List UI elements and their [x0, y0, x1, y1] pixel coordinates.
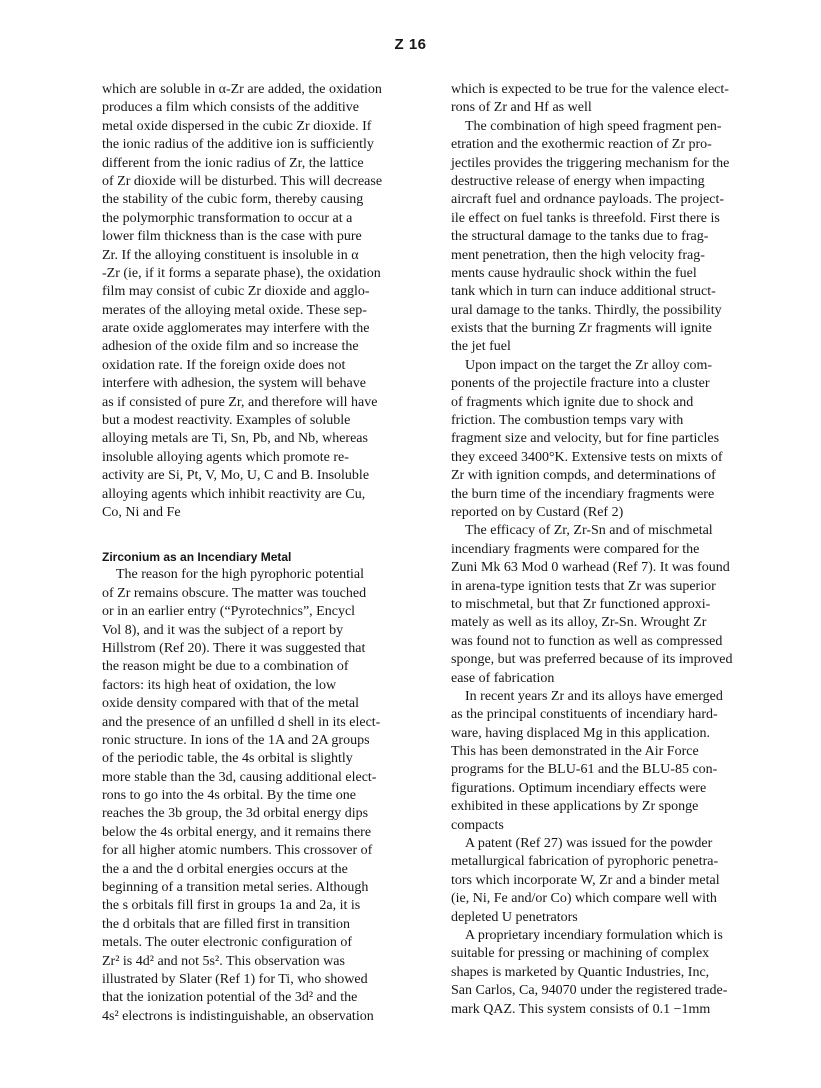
text-line: A proprietary incendiary formulation which is: [465, 927, 723, 943]
text-line: etration and the exothermic reaction of Zr pro-: [451, 137, 712, 153]
text-line: activity are Si, Pt, V, Mo, U, C and B. Insoluble: [102, 468, 370, 484]
text-line: as the principal constituents of incendiary hard-: [451, 707, 718, 723]
text-line: ronic structure. In ions of the 1A and 2A groups: [102, 732, 370, 748]
text-line: The efficacy of Zr, Zr-Sn and of mischmetal: [465, 523, 713, 539]
text-line: of the periodic table, the 4s orbital is slightly: [102, 751, 353, 767]
text-line: lower film thickness than is the case with pure: [102, 229, 362, 245]
text-line: they exceed 3400°K. Extensive tests on mixts of: [451, 449, 723, 465]
text-line: Upon impact on the target the Zr alloy com-: [465, 357, 713, 373]
page-number: Z 16: [394, 36, 427, 53]
text-line: Zr with ignition compds, and determinations of: [451, 468, 716, 484]
text-line: for all higher atomic numbers. This crossover of: [102, 843, 373, 859]
text-line: to mischmetal, but that Zr functioned approxi-: [451, 596, 711, 612]
text-line: alloying metals are Ti, Sn, Pb, and Nb, whereas: [102, 431, 368, 447]
text-line: San Carlos, Ca, 94070 under the registered trade-: [451, 983, 728, 999]
text-line: more stable than the 3d, causing additional elect-: [102, 769, 377, 785]
text-line: or in an earlier entry (“Pyrotechnics”, Encycl: [102, 604, 356, 620]
text-line: jectiles provides the triggering mechanism for the: [451, 155, 730, 171]
text-line: In recent years Zr and its alloys have emerged: [465, 688, 723, 704]
text-line: ile effect on fuel tanks is threefold. First there is: [451, 210, 720, 226]
text-line: beginning of a transition metal series. Although: [102, 880, 369, 896]
text-line: film may consist of cubic Zr dioxide and agglo-: [102, 284, 370, 300]
text-line: suitable for pressing or machining of complex: [451, 946, 710, 962]
text-line: aircraft fuel and ordnance payloads. The project-: [451, 192, 724, 208]
text-line: ponents of the projectile fracture into a cluster: [451, 376, 710, 392]
text-line: reported on by Custard (Ref 2): [451, 504, 624, 520]
text-line: of fragments which ignite due to shock and: [451, 394, 694, 410]
text-line: the structural damage to the tanks due to frag-: [451, 229, 709, 245]
text-line: Zr² is 4d² and not 5s². This observation was: [102, 953, 345, 969]
text-line: fragment size and velocity, but for fine particles: [451, 431, 720, 447]
text-line: of Zr dioxide will be disturbed. This will decrease: [102, 173, 383, 189]
text-line: mark QAZ. This system consists of 0.1 −1mm: [451, 1001, 711, 1017]
text-line: shapes is marketed by Quantic Industries, Inc,: [451, 964, 710, 980]
text-line: sponge, but was preferred because of its improved: [451, 652, 733, 668]
text-line: the jet fuel: [451, 339, 511, 355]
text-line: -Zr (ie, if it forms a separate phase), the oxidation: [102, 265, 381, 281]
text-line: adhesion of the oxide film and so increase the: [102, 339, 359, 355]
text-line: The reason for the high pyrophoric potential: [116, 567, 365, 583]
text-line: the a and the d orbital energies occurs at the: [102, 861, 348, 877]
text-line: metallurgical fabrication of pyrophoric penetra-: [451, 854, 719, 870]
text-line: ease of fabrication: [451, 670, 555, 686]
text-line: arate oxide agglomerates may interfere with the: [102, 321, 370, 337]
text-line: interfere with adhesion, the system will behave: [102, 376, 366, 392]
text-line: metals. The outer electronic configuration of: [102, 935, 353, 951]
text-line: friction. The combustion temps vary with: [451, 413, 684, 429]
text-line: oxide density compared with that of the metal: [102, 696, 359, 712]
text-line: different from the ionic radius of Zr, the lattice: [102, 155, 364, 171]
text-line: which is expected to be true for the valence elect-: [451, 82, 729, 97]
text-line: rons of Zr and Hf as well: [451, 100, 592, 116]
text-line: of Zr remains obscure. The matter was touched: [102, 585, 367, 601]
text-line: factors: its high heat of oxidation, the low: [102, 677, 337, 693]
text-line: destructive release of energy when impacting: [451, 173, 705, 189]
text-line: exhibited in these applications by Zr sponge: [451, 799, 699, 815]
text-line: alloying agents which inhibit reactivity are Cu,: [102, 486, 366, 502]
text-line: Zr. If the alloying constituent is insoluble in α: [102, 247, 359, 263]
right-column: [451, 81, 751, 1019]
text-line: was found not to function as well as compressed: [451, 633, 723, 649]
text-line: A patent (Ref 27) was issued for the powder: [465, 836, 713, 852]
text-line: but a modest reactivity. Examples of soluble: [102, 413, 351, 429]
text-line: Co, Ni and Fe: [102, 504, 181, 520]
text-line: ments cause hydraulic shock within the fuel: [451, 265, 697, 281]
text-line: tank which in turn can induce additional struct-: [451, 284, 716, 300]
text-line: reaches the 3b group, the 3d orbital energy dips: [102, 806, 369, 822]
text-line: tors which incorporate W, Zr and a binder metal: [451, 872, 720, 888]
text-line: The combination of high speed fragment pen-: [465, 118, 722, 134]
text-line: the burn time of the incendiary fragments were: [451, 486, 715, 502]
text-line: as if consisted of pure Zr, and therefore will have: [102, 394, 378, 410]
text-line: ware, having displaced Mg in this application.: [451, 725, 710, 741]
text-line: metal oxide dispersed in the cubic Zr dioxide. If: [102, 118, 372, 134]
text-line: the stability of the cubic form, thereby causing: [102, 192, 364, 208]
text-line: rons to go into the 4s orbital. By the time one: [102, 788, 356, 804]
text-line: figurations. Optimum incendiary effects were: [451, 780, 707, 796]
text-line: below the 4s orbital energy, and it remains there: [102, 824, 372, 840]
text-line: the reason might be due to a combination of: [102, 659, 349, 675]
text-line: the d orbitals that are filled first in transition: [102, 916, 351, 932]
text-line: the polymorphic transformation to occur at a: [102, 210, 353, 226]
left-column: [102, 81, 398, 1026]
text-line: insoluble alloying agents which promote re-: [102, 449, 349, 465]
text-line: Zuni Mk 63 Mod 0 warhead (Ref 7). It was found: [451, 560, 730, 576]
text-line: and the presence of an unfilled d shell in its elect-: [102, 714, 381, 730]
text-line: This has been demonstrated in the Air Force: [451, 744, 699, 760]
text-line: illustrated by Slater (Ref 1) for Ti, who showed: [102, 971, 368, 987]
text-line: 4s² electrons is indistinguishable, an observation: [102, 1008, 374, 1024]
text-line: incendiary fragments were compared for the: [451, 541, 700, 557]
text-line: ment penetration, then the high velocity frag-: [451, 247, 705, 263]
text-line: programs for the BLU-61 and the BLU-85 con-: [451, 762, 718, 778]
text-line: mately as well as its alloy, Zr-Sn. Wrought Zr: [451, 615, 707, 631]
text-line: exists that the burning Zr fragments will ignite: [451, 321, 712, 337]
text-line: produces a film which consists of the additive: [102, 100, 359, 116]
text-line: which are soluble in α-Zr are added, the oxidation: [102, 82, 382, 97]
text-line: merates of the alloying metal oxide. These sep-: [102, 302, 367, 318]
text-line: Vol 8), and it was the subject of a report by: [102, 622, 344, 638]
text-line: compacts: [451, 817, 504, 833]
text-line: ural damage to the tanks. Thirdly, the possibility: [451, 302, 722, 318]
text-line: the ionic radius of the additive ion is sufficiently: [102, 137, 374, 153]
text-line: Hillstrom (Ref 20). There it was suggested that: [102, 640, 366, 656]
section-heading: Zirconium as an Incendiary Metal: [102, 550, 292, 565]
text-line: depleted U penetrators: [451, 909, 578, 925]
text-line: in arena-type ignition tests that Zr was superior: [451, 578, 716, 594]
text-line: that the ionization potential of the 3d² and the: [102, 990, 358, 1006]
text-line: (ie, Ni, Fe and/or Co) which compare well with: [451, 891, 717, 907]
text-line: oxidation rate. If the foreign oxide does not: [102, 357, 346, 373]
text-line: the s orbitals fill first in groups 1a and 2a, it is: [102, 898, 361, 914]
